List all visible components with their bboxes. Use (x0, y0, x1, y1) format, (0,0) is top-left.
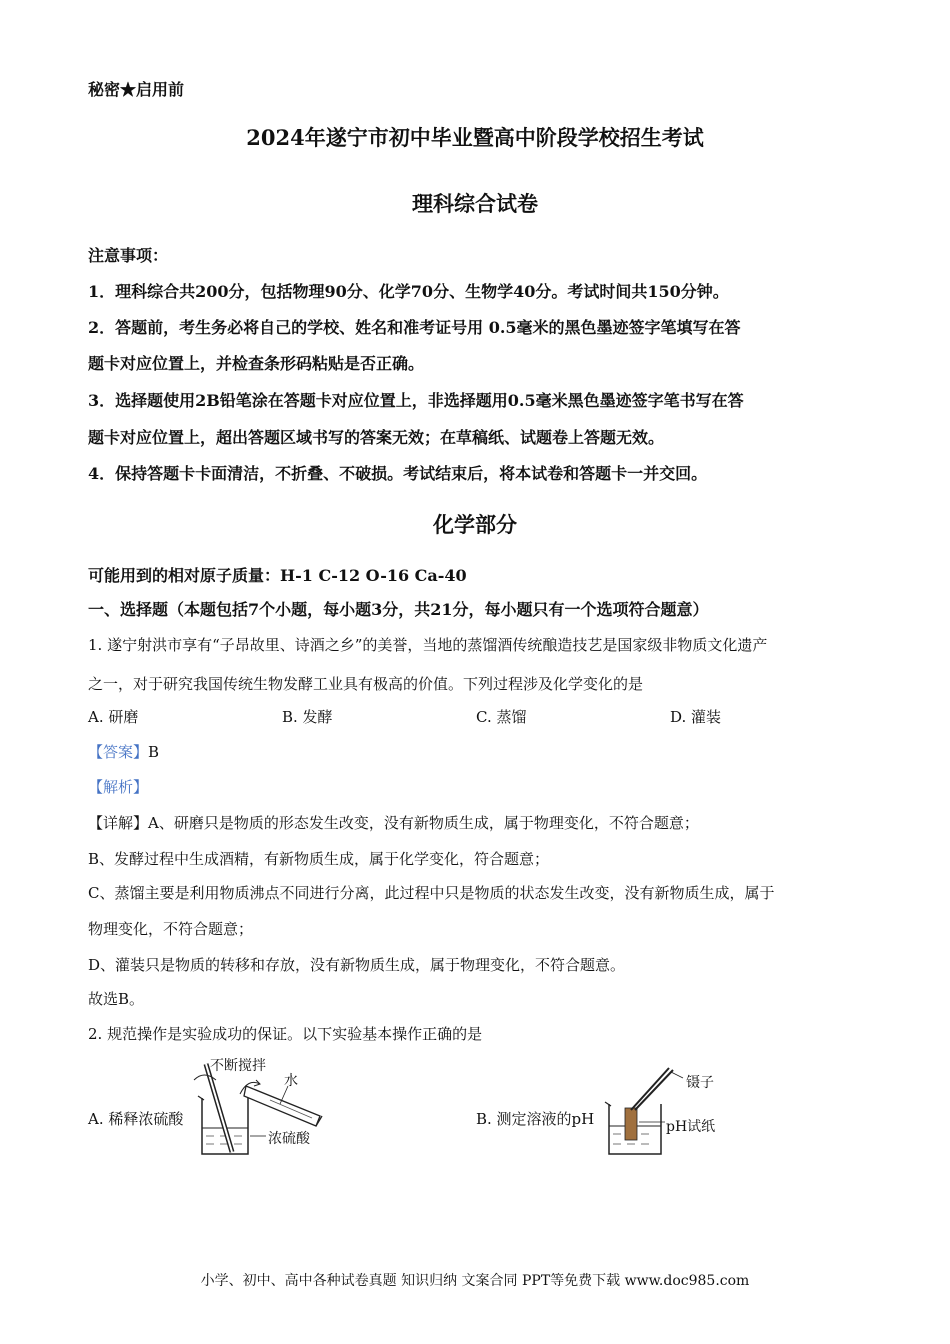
notice-item-2: 2．答题前，考生务必将自己的学校、姓名和准考证号用 0.5毫米的黑色墨迹签字笔填写在答 (88, 318, 741, 337)
q2-option-b: B. 测定溶液的pH (476, 1110, 595, 1128)
answer-value: B (148, 743, 160, 761)
q1-detail-c2: 物理变化，不符合题意； (88, 920, 254, 938)
section-title: 化学部分 (433, 512, 517, 537)
exam-title: 2024年遂宁市初中毕业暨高中阶段学校招生考试 (246, 125, 704, 150)
notice-heading: 注意事项： (88, 246, 169, 265)
q2-stem: 2. 规范操作是实验成功的保证。以下实验基本操作正确的是 (88, 1025, 483, 1043)
q2-option-a: A. 稀释浓硫酸 (88, 1110, 184, 1128)
label-tweezers: 镊子 (686, 1075, 714, 1091)
page-footer: 小学、初中、高中各种试卷真题 知识归纳 文案合同 PPT等免费下载 www.doc985.com (200, 1273, 750, 1289)
analysis-tag: 【解析】 (88, 778, 149, 796)
q1-option-b: B. 发酵 (282, 708, 333, 726)
confidential-mark: 秘密★启用前 (88, 80, 185, 99)
q1-detail-d: D、灌装只是物质的转移和存放，没有新物质生成，属于物理变化，不符合题意。 (88, 956, 626, 974)
notice-item-2-cont: 题卡对应位置上，并检查条形码粘贴是否正确。 (88, 354, 425, 373)
label-conc-acid: 浓硫酸 (268, 1131, 310, 1147)
detail-tag: 【详解】 (88, 814, 149, 832)
answer-tag: 【答案】 (88, 743, 149, 761)
label-water: 水 (284, 1073, 298, 1089)
q1-stem-line2: 之一，对于研究我国传统生物发酵工业具有极高的价值。下列过程涉及化学变化的是 (88, 675, 644, 693)
q1-detail-c1: C、蒸馏主要是利用物质沸点不同进行分离，此过程中只是物质的状态发生改变，没有新物质生成，属于 (88, 884, 775, 902)
q1-conclusion: 故选B。 (88, 990, 145, 1008)
q1-detail-b: B、发酵过程中生成酒精，有新物质生成，属于化学变化，符合题意； (88, 850, 550, 868)
q1-option-d: D. 灌装 (670, 708, 722, 726)
notice-item-3-cont: 题卡对应位置上，超出答题区域书写的答案无效；在草稿纸、试题卷上答题无效。 (88, 428, 665, 447)
paper-subtitle: 理科综合试卷 (412, 191, 538, 216)
detail-a-text: A、研磨只是物质的形态发生改变，没有新物质生成，属于物理变化，不符合题意； (148, 814, 699, 832)
notice-item-4: 4．保持答题卡卡面清洁，不折叠、不破损。考试结束后，将本试卷和答题卡一并交回。 (88, 464, 708, 483)
q1-detail-a (88, 812, 699, 833)
q1-option-c: C. 蒸馏 (476, 708, 527, 726)
q1-option-a: A. 研磨 (88, 708, 139, 726)
q1-answer (88, 741, 159, 762)
label-ph-paper: pH试纸 (666, 1119, 716, 1135)
part-one-heading: 一、选择题（本题包括7个小题，每小题3分，共21分，每小题只有一个选项符合题意） (88, 600, 709, 619)
label-stir: 不断搅拌 (210, 1058, 266, 1074)
atomic-mass-line: 可能用到的相对原子质量：H-1 C-12 O-16 Ca-40 (88, 566, 467, 585)
notice-item-3: 3．选择题使用2B铅笔涂在答题卡对应位置上，非选择题用0.5毫米黑色墨迹签字笔书写在答 (88, 391, 744, 410)
notice-item-1: 1．理科综合共200分，包括物理90分、化学70分、生物学40分。考试时间共150分钟。 (88, 282, 729, 301)
q1-stem-line1: 1. 遂宁射洪市享有“子昂故里、诗酒之乡”的美誉，当地的蒸馏酒传统酿造技艺是国家级非物质文化遗产 (88, 636, 768, 654)
